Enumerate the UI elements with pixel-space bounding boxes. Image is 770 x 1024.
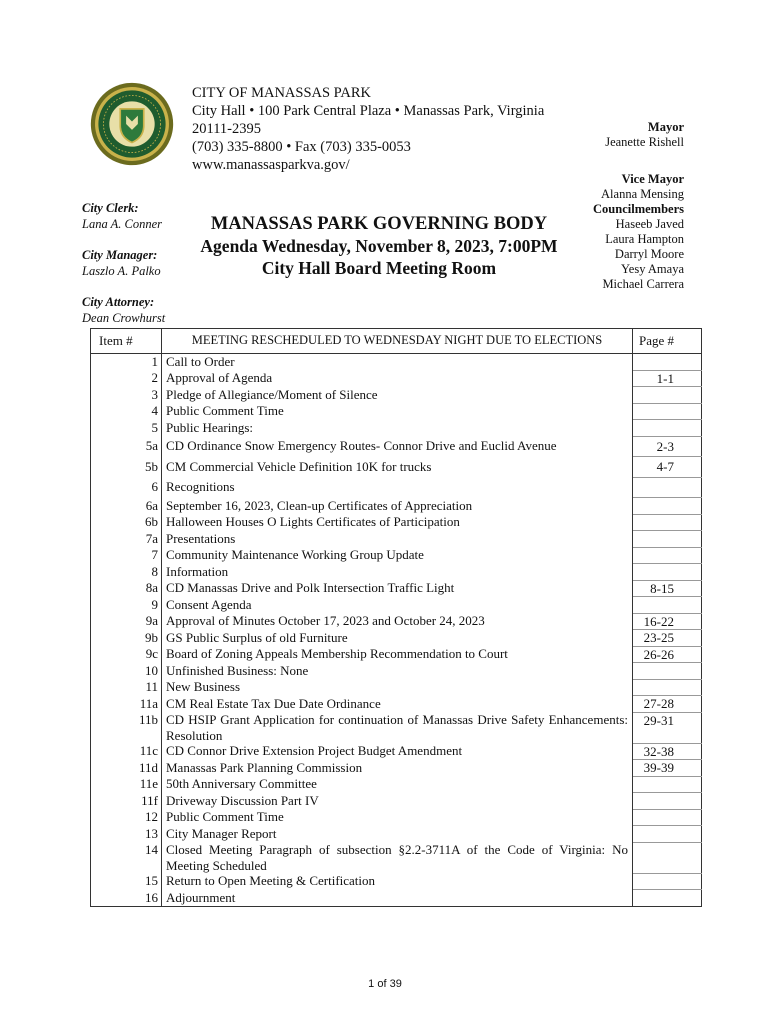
item-number: 15	[91, 873, 162, 890]
councilmember-name: Laura Hampton	[605, 232, 684, 246]
address-line-2: 20111-2395	[192, 121, 262, 137]
table-row	[91, 793, 702, 810]
item-description: Consent Agenda	[162, 597, 633, 614]
item-page-range	[633, 547, 702, 564]
item-number: 11b	[91, 712, 162, 743]
councilmember-name: Darryl Moore	[614, 247, 684, 261]
item-description: GS Public Surplus of old Furniture	[162, 630, 633, 647]
item-number: 11f	[91, 793, 162, 810]
city-clerk-label: City Clerk:	[82, 201, 139, 215]
item-page-range	[633, 679, 702, 696]
table-row	[91, 457, 702, 478]
page-number: 1 of 39	[368, 978, 402, 990]
item-number: 11c	[91, 743, 162, 760]
city-manager-name: Laszlo A. Palko	[82, 264, 161, 278]
item-page-range: 23-25	[633, 630, 702, 647]
item-description: Information	[162, 564, 633, 581]
item-page-range	[633, 354, 702, 371]
city-attorney-name: Dean Crowhurst	[82, 311, 166, 325]
councilmember-name: Michael Carrera	[602, 277, 684, 291]
item-page-range: 8-15	[633, 580, 702, 597]
item-description: Public Comment Time	[162, 403, 633, 420]
table-row	[91, 436, 702, 457]
item-description: Community Maintenance Working Group Update	[162, 547, 633, 564]
table-row	[91, 498, 702, 515]
table-row	[91, 842, 702, 873]
item-page-range	[633, 498, 702, 515]
table-row	[91, 630, 702, 647]
item-description: Approval of Minutes October 17, 2023 and October 24, 2023	[162, 613, 633, 630]
item-page-range	[633, 420, 702, 437]
table-row	[91, 547, 702, 564]
table-row	[91, 679, 702, 696]
item-page-range	[633, 776, 702, 793]
item-number: 5	[91, 420, 162, 437]
item-page-range	[633, 514, 702, 531]
table-row	[91, 387, 702, 404]
table-row	[91, 743, 702, 760]
table-row	[91, 712, 702, 743]
right-officials	[593, 120, 684, 292]
item-description: September 16, 2023, Clean-up Certificates of Appreciation	[162, 498, 633, 515]
item-number: 6b	[91, 514, 162, 531]
item-description: 50th Anniversary Committee	[162, 776, 633, 793]
item-number: 7	[91, 547, 162, 564]
agenda-table	[90, 328, 702, 907]
item-number: 11e	[91, 776, 162, 793]
table-row	[91, 663, 702, 680]
item-description: Public Hearings:	[162, 420, 633, 437]
website-link[interactable]: www.manassasparkva.gov/	[192, 157, 350, 173]
item-number: 9c	[91, 646, 162, 663]
agenda-date: Agenda Wednesday, November 8, 2023, 7:00PM	[200, 236, 558, 256]
table-row	[91, 531, 702, 548]
vice-mayor-label: Vice Mayor	[621, 172, 684, 186]
item-number: 9b	[91, 630, 162, 647]
meeting-room: City Hall Board Meeting Room	[261, 258, 497, 278]
item-page-range	[633, 387, 702, 404]
item-number: 6	[91, 477, 162, 498]
item-description: CD Manassas Drive and Polk Intersection Traffic Light	[162, 580, 633, 597]
item-page-range	[633, 531, 702, 548]
item-number: 11d	[91, 760, 162, 777]
table-row	[91, 646, 702, 663]
item-description: Pledge of Allegiance/Moment of Silence	[162, 387, 633, 404]
item-number: 4	[91, 403, 162, 420]
item-number: 10	[91, 663, 162, 680]
table-row	[91, 580, 702, 597]
table-row	[91, 826, 702, 843]
item-description: City Manager Report	[162, 826, 633, 843]
city-seal-icon	[90, 82, 174, 166]
item-description: Closed Meeting Paragraph of subsection §2.2-3711A of the Code of Virginia: No Meeting Scheduled	[162, 842, 633, 873]
city-header	[192, 84, 544, 174]
item-number: 2	[91, 370, 162, 387]
item-number: 7a	[91, 531, 162, 548]
description-column-header: MEETING RESCHEDULED TO WEDNESDAY NIGHT DUE TO ELECTIONS	[162, 329, 633, 354]
item-number: 8	[91, 564, 162, 581]
item-page-range	[633, 403, 702, 420]
item-description: CM Commercial Vehicle Definition 10K for trucks	[162, 457, 633, 478]
item-description: New Business	[162, 679, 633, 696]
table-row	[91, 477, 702, 498]
item-column-header: Item #	[91, 329, 162, 354]
item-description: Manassas Park Planning Commission	[162, 760, 633, 777]
address-line-1: City Hall • 100 Park Central Plaza • Manassas Park, Virginia	[192, 103, 545, 119]
item-page-range: 27-28	[633, 696, 702, 713]
councilmembers-label: Councilmembers	[593, 202, 684, 216]
item-number: 11a	[91, 696, 162, 713]
city-clerk-name: Lana A. Conner	[82, 217, 162, 231]
item-number: 8a	[91, 580, 162, 597]
table-row	[91, 873, 702, 890]
item-description: Halloween Houses O Lights Certificates of Participation	[162, 514, 633, 531]
item-number: 13	[91, 826, 162, 843]
item-page-range	[633, 597, 702, 614]
item-description: Public Comment Time	[162, 809, 633, 826]
agenda-body	[91, 354, 702, 907]
table-row	[91, 776, 702, 793]
agenda-header-row	[91, 329, 702, 354]
item-page-range	[633, 793, 702, 810]
item-number: 12	[91, 809, 162, 826]
item-page-range: 2-3	[633, 436, 702, 457]
table-row	[91, 809, 702, 826]
item-number: 6a	[91, 498, 162, 515]
item-description: Approval of Agenda	[162, 370, 633, 387]
item-description: Return to Open Meeting & Certification	[162, 873, 633, 890]
table-row	[91, 514, 702, 531]
table-row	[91, 564, 702, 581]
table-row	[91, 403, 702, 420]
phone-fax: (703) 335-8800 • Fax (703) 335-0053	[192, 139, 411, 155]
item-page-range: 1-1	[633, 370, 702, 387]
item-page-range	[633, 663, 702, 680]
item-page-range: 32-38	[633, 743, 702, 760]
table-row	[91, 890, 702, 907]
item-page-range	[633, 477, 702, 498]
governing-body-title: MANASSAS PARK GOVERNING BODY	[210, 214, 548, 234]
table-row	[91, 354, 702, 371]
item-number: 5a	[91, 436, 162, 457]
item-number: 1	[91, 354, 162, 371]
item-description: CM Real Estate Tax Due Date Ordinance	[162, 696, 633, 713]
item-description: Recognitions	[162, 477, 633, 498]
item-page-range	[633, 826, 702, 843]
table-row	[91, 597, 702, 614]
city-name: CITY OF MANASSAS PARK	[192, 85, 372, 101]
item-description: CD Connor Drive Extension Project Budget Amendment	[162, 743, 633, 760]
table-row	[91, 760, 702, 777]
councilmember-name: Yesy Amaya	[621, 262, 684, 276]
city-attorney-label: City Attorney:	[82, 295, 155, 309]
item-number: 9a	[91, 613, 162, 630]
item-page-range: 26-26	[633, 646, 702, 663]
item-description: Unfinished Business: None	[162, 663, 633, 680]
item-description: Board of Zoning Appeals Membership Recommendation to Court	[162, 646, 633, 663]
table-row	[91, 613, 702, 630]
item-page-range: 29-31	[633, 712, 702, 743]
item-page-range: 16-22	[633, 613, 702, 630]
mayor-name: Jeanette Rishell	[605, 135, 684, 149]
item-description: Adjournment	[162, 890, 633, 907]
table-row	[91, 370, 702, 387]
item-number: 3	[91, 387, 162, 404]
item-page-range	[633, 842, 702, 873]
page-column-header: Page #	[633, 329, 702, 354]
item-description: Presentations	[162, 531, 633, 548]
item-page-range: 39-39	[633, 760, 702, 777]
item-number: 16	[91, 890, 162, 907]
mayor-label: Mayor	[647, 120, 684, 134]
vice-mayor-name: Alanna Mensing	[601, 187, 684, 201]
item-page-range	[633, 873, 702, 890]
table-row	[91, 696, 702, 713]
item-page-range	[633, 564, 702, 581]
item-page-range: 4-7	[633, 457, 702, 478]
item-number: 14	[91, 842, 162, 873]
item-description: Driveway Discussion Part IV	[162, 793, 633, 810]
item-number: 9	[91, 597, 162, 614]
agenda-title	[180, 213, 578, 279]
item-page-range	[633, 809, 702, 826]
item-description: CD Ordinance Snow Emergency Routes- Connor Drive and Euclid Avenue	[162, 436, 633, 457]
left-officials	[82, 200, 165, 326]
item-description: CD HSIP Grant Application for continuation of Manassas Drive Safety Enhancements: Resolution	[162, 712, 633, 743]
city-manager-label: City Manager:	[82, 248, 158, 262]
councilmember-name: Haseeb Javed	[615, 217, 684, 231]
item-number: 5b	[91, 457, 162, 478]
table-row	[91, 420, 702, 437]
item-page-range	[633, 890, 702, 907]
item-number: 11	[91, 679, 162, 696]
item-description: Call to Order	[162, 354, 633, 371]
